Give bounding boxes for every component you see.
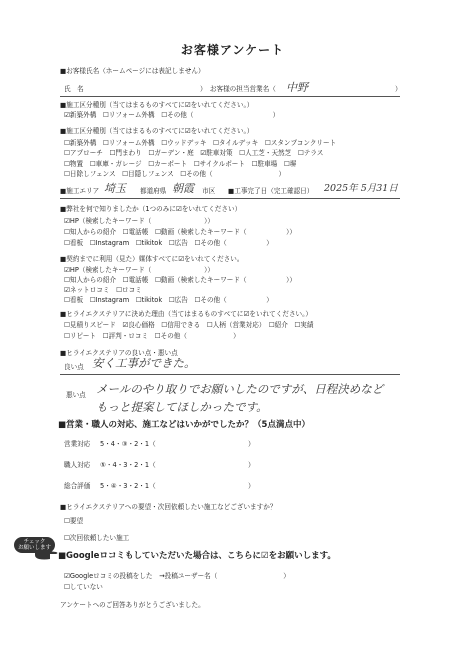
rep-value: 中野 [286, 81, 308, 94]
total-scale: 5・④・3・2・1（ ） [100, 482, 255, 490]
craft-scale: ⑤・4・3・2・1（ ） [100, 461, 255, 469]
name-label: 氏 名 [64, 85, 84, 93]
known-header: ■弊社を何で知りましたか（1つのみに☑をいれてください） [60, 205, 242, 213]
bad-text-2: もっと提案してほしかったです。 [96, 400, 268, 414]
contract-row-2: ☐知人からの紹介 ☐電話帳 ☐動画（検索したキーワード（ ）） [64, 276, 297, 284]
google-not: ☐していない [64, 583, 103, 591]
reason-header: ■ヒライエクステリアに決めた理由（当てはまるものすべてに☑をいれてください。） [60, 310, 313, 318]
detail-row-1: ☐新築外構 ☐リフォーム外構 ☐ウッドデッキ ☐タイルデッキ ☐スタンプコンクリート [64, 139, 337, 147]
sales-label: 営業対応 [64, 440, 91, 448]
type-header: ■施工区分種別（当てはまるものすべてに☑をいれてください。） [60, 101, 254, 109]
bad-text-1: メールのやり取りでお願いしたのですが、日程決めなど [96, 382, 384, 396]
contract-row-1: ☑HP（検索したキーワード（ ）） [64, 266, 215, 274]
rep-label: ） お客様の担当営業名（ [200, 85, 276, 93]
requests-req: ☐要望 [64, 517, 84, 525]
contract-row-4: ☐看板 ☐Instagram ☐tikitok ☐広告 ☐その他（ ） [64, 296, 273, 304]
bad-label: 悪い点 [66, 391, 86, 399]
good-label: 良い点 [64, 363, 84, 371]
requests-header: ■ヒライエクステリアへの要望・次回依頼したい施工などございますか？ [60, 503, 277, 511]
completion-label: ■工事完了日（完工確認日） [228, 187, 314, 195]
thanks-text: アンケートへのご回答ありがとうございました。 [60, 601, 205, 609]
pointing-hand-icon [34, 547, 60, 561]
detail-row-4: ☐日除しフェンス ☐目隠しフェンス ☐その他（ ） [64, 170, 286, 178]
area-header: ■施工エリア [60, 187, 100, 195]
goodbad-header: ■ヒライエクステリアの良い点・悪い点 [60, 349, 178, 357]
known-row-3: ☐看板 ☐Instagram ☐tikitok ☐広告 ☐その他（ ） [64, 239, 273, 247]
badge-line-2: お願いします [18, 545, 52, 552]
requests-next: ☐次回依頼したい施工 [64, 534, 130, 542]
reason-row-2: ☐リピート ☐評判・ロコミ ☐その他（ ） [64, 332, 240, 340]
known-row-1: ☑HP（検索したキーワード（ ）） [64, 217, 215, 225]
craft-label: 職人対応 [64, 461, 91, 469]
area-city-unit: 市区 [202, 187, 216, 195]
reason-row-1: ☐見積りスピード ☑良心価格 ☐信用できる ☐人柄（営業対応） ☐紹介 ☐実績 [64, 321, 314, 329]
badge-line-1: チェック [23, 539, 46, 545]
completion-date: 2025年 5月31日 [324, 183, 398, 194]
rep-close: ） [395, 85, 402, 93]
area-pref: 埼玉 [104, 182, 126, 195]
sales-scale: 5・4・③・2・1（ ） [100, 440, 255, 448]
google-header: ■Googleロコミもしていただいた場合は、こちらに☑をお願いします。 [58, 551, 336, 561]
detail-header: ■施工区分種別（当てはまるものすべてに☑をいれてください。） [60, 127, 254, 135]
known-row-2: ☐知人からの紹介 ☐電話帳 ☐動画（検索したキーワード（ ）） [64, 228, 297, 236]
google-posted: ☑Googleロコミの投稿をした →投稿ユーザー名（ ） [64, 572, 290, 580]
type-options: ☑新築外構 ☐リフォーム外構 ☐その他（ ） [64, 111, 280, 119]
contract-row-3: ☑ネットロコミ ☐ロコミ [64, 286, 142, 294]
area-city: 朝霞 [172, 182, 194, 195]
page-title: お客様アンケート [180, 43, 285, 57]
detail-row-3: ☐物置 ☐車庫・ガレージ ☐カーポート ☐サイクルポート ☐駐車場 ☐塀 [64, 160, 297, 168]
total-label: 総合評価 [64, 482, 91, 490]
detail-row-2: ☐アプローチ ☐門まわり ☐ガーデン・庭 ☑駐車対策 ☐人工芝・天然芝 ☐テラス [64, 149, 324, 157]
area-pref-unit: 都道府県 [140, 187, 167, 195]
rating-header: ■営業・職人の対応、施工などはいかがでしたか？（5点満点中） [58, 420, 310, 430]
name-header: ■お客様氏名（ホームページには表記しません） [60, 67, 205, 75]
contract-header: ■契約までに利用（見た）媒体すべてに☑をいれてください。 [60, 255, 244, 263]
good-text: 安く工事ができた。 [92, 356, 196, 370]
